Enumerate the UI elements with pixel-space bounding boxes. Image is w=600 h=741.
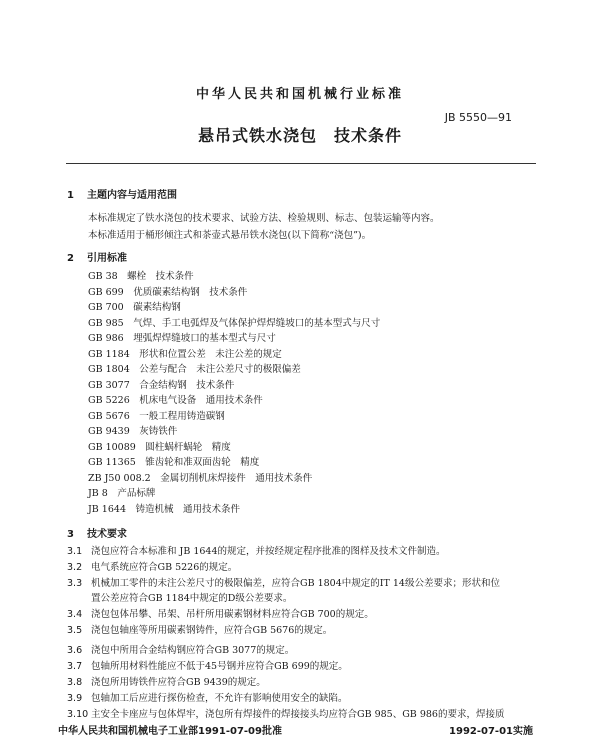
- clause-number: 3.1: [67, 546, 83, 557]
- reference-item: JB 8 产品标牌: [88, 488, 156, 499]
- clause-text: 包轴加工后应进行探伤检查，不允许有影响使用安全的缺陷。: [91, 693, 348, 704]
- clause-text: 机械加工零件的未注公差尺寸的极限偏差，应符合GB 1804中规定的IT 14级公差要求；形状和位: [91, 578, 500, 589]
- clause-number: 3.8: [67, 677, 83, 688]
- reference-item: GB 11365 锥齿轮和准双面齿轮 精度: [88, 457, 260, 468]
- reference-item: GB 3077 合金结构钢 技术条件: [88, 379, 235, 391]
- section-number: 3: [67, 529, 74, 540]
- section-title: 技术要求: [87, 529, 127, 540]
- clause-text: 浇包应符合本标准和 JB 1644的规定，并按经规定程序批准的图样及技术文件制造。: [91, 546, 446, 557]
- clause-number: 3.7: [67, 661, 83, 672]
- document-title: 悬吊式铁水浇包 技术条件: [197, 126, 402, 145]
- requirement-item: [67, 690, 348, 704]
- paragraph: 本标准规定了铁水浇包的技术要求、试验方法、检验规则、标志、包装运输等内容。: [88, 213, 440, 224]
- reference-item: GB 985 气焊、手工电弧焊及气体保护焊焊缝坡口的基本型式与尺寸: [88, 317, 381, 329]
- clause-text: 包轴所用材料性能应不低于45号钢并应符合GB 699的规定。: [91, 661, 348, 672]
- implementation-date: 1992-07-01实施: [449, 726, 533, 737]
- reference-item: GB 5226 机床电气设备 通用技术条件: [88, 395, 263, 406]
- clause-continuation: 置公差应符合GB 1184中规定的D级公差要求。: [91, 593, 293, 604]
- clause-number: 3.2: [67, 562, 83, 573]
- clause-number: 3.5: [67, 625, 83, 636]
- section-title: 引用标准: [87, 253, 127, 264]
- section-2-heading: [67, 249, 127, 264]
- clause-text: 浇包包轴座等所用碳素钢铸件，应符合GB 5676的规定。: [91, 625, 333, 636]
- requirement-item: [67, 606, 374, 620]
- reference-item: JB 1644 铸造机械 通用技术条件: [88, 503, 240, 515]
- clause-text: 浇包中所用合金结构钢应符合GB 3077的规定。: [91, 645, 295, 656]
- requirement-item: [67, 622, 332, 636]
- requirement-item: [67, 543, 446, 557]
- requirement-item: [67, 658, 348, 672]
- clause-text: 浇包所用铸铁件应符合GB 9439的规定。: [91, 677, 266, 688]
- reference-item: GB 699 优质碳素结构钢 技术条件: [88, 286, 248, 298]
- reference-item: GB 1184 形状和位置公差 未注公差的规定: [88, 348, 282, 360]
- section-title: 主题内容与适用范围: [87, 190, 177, 201]
- clause-number: 3.3: [67, 578, 83, 589]
- requirement-item: [67, 674, 266, 688]
- section-1-heading: [67, 186, 177, 201]
- reference-item: GB 10089 圆柱蜗杆蜗轮 精度: [88, 441, 231, 453]
- standard-code: JB 5550—91: [444, 111, 512, 124]
- clause-text: 电气系统应符合GB 5226的规定。: [91, 562, 238, 573]
- section-number: 1: [67, 190, 74, 201]
- requirement-item: [67, 559, 237, 573]
- reference-item: GB 9439 灰铸铁件: [88, 426, 178, 437]
- requirement-item: [67, 642, 294, 656]
- clause-number: 3.9: [67, 693, 83, 704]
- clause-number: 3.6: [67, 645, 83, 656]
- requirement-item: [67, 706, 504, 720]
- clause-number: 3.4: [67, 609, 83, 620]
- paragraph: 本标准适用于桶形倾注式和茶壶式悬吊铁水浇包(以下简称“浇包”)。: [88, 230, 372, 241]
- reference-item: GB 700 碳素结构钢: [88, 302, 181, 313]
- approval-date: 中华人民共和国机械电子工业部1991-07-09批准: [58, 726, 282, 737]
- clause-number: 3.10: [67, 709, 89, 720]
- standard-category-title: 中华人民共和国机械行业标准: [195, 87, 404, 102]
- reference-item: GB 5676 一般工程用铸造碳钢: [88, 410, 225, 422]
- reference-item: GB 1804 公差与配合 未注公差尺寸的极限偏差: [88, 364, 301, 375]
- section-number: 2: [67, 253, 74, 264]
- reference-item: GB 38 螺栓 技术条件: [88, 271, 194, 282]
- reference-item: GB 986 埋弧焊焊缝坡口的基本型式与尺寸: [88, 333, 276, 344]
- clause-text: 主安全卡座应与包体焊牢，浇包所有焊接件的焊接接头均应符合GB 985、GB 986的要求，焊接质: [91, 709, 505, 720]
- clause-text: 浇包包体吊攀、吊架、吊杆所用碳素钢材料应符合GB 700的规定。: [91, 609, 374, 620]
- header-divider: [66, 163, 536, 164]
- reference-item: ZB J50 008.2 金属切削机床焊接件 通用技术条件: [88, 472, 313, 484]
- section-3-heading: [67, 525, 127, 540]
- requirement-item: [67, 575, 500, 589]
